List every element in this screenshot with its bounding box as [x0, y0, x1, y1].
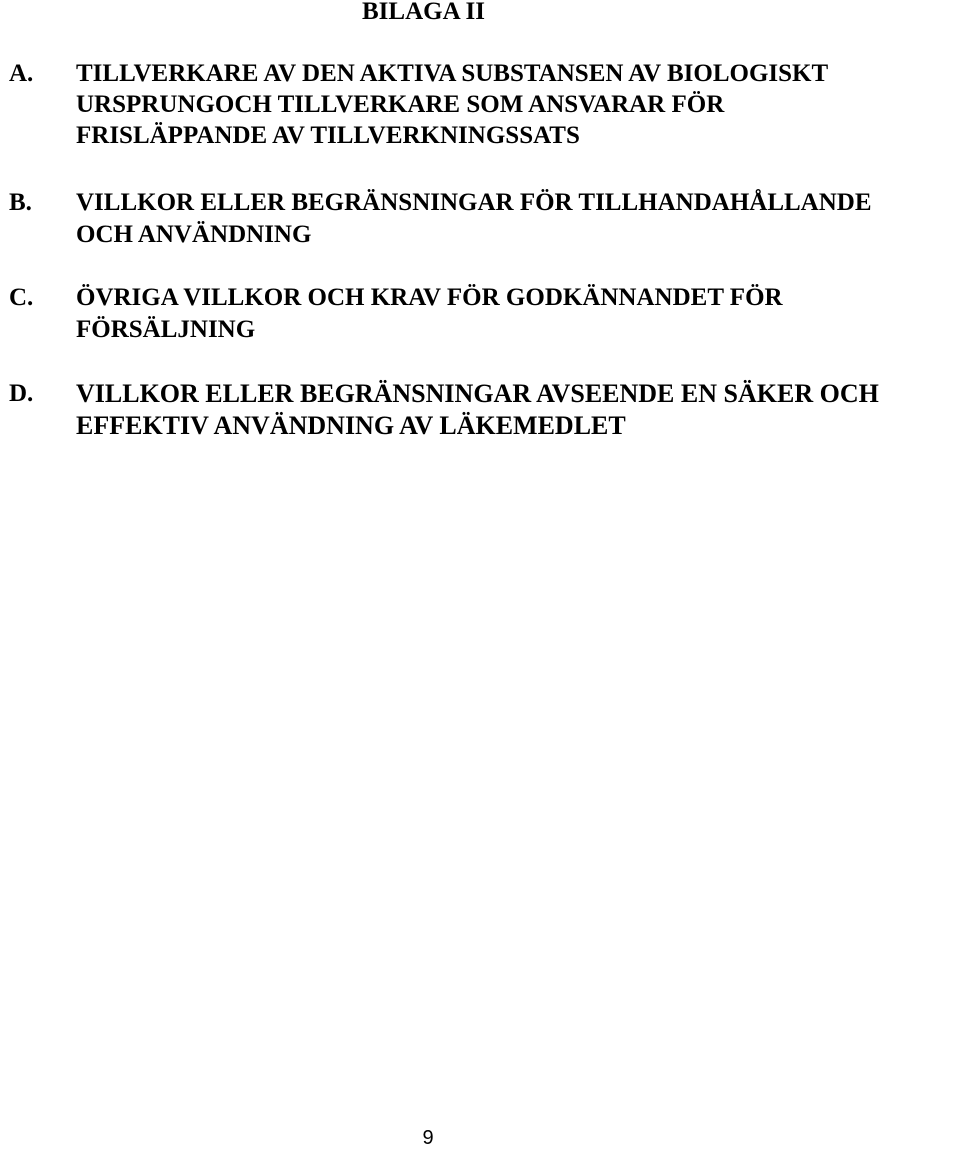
section-d [9, 378, 959, 442]
section-a-heading-line: TILLVERKARE AV DEN AKTIVA SUBSTANSEN AV BIOLOGISKT [76, 60, 829, 87]
section-d-heading [76, 378, 959, 442]
section-c-heading-line: ÖVRIGA VILLKOR OCH KRAV FÖR GODKÄNNANDET FÖR [76, 284, 783, 311]
section-d-heading-line: VILLKOR ELLER BEGRÄNSNINGAR AVSEENDE EN SÄKER OCH [76, 379, 879, 408]
section-b [9, 187, 959, 251]
section-b-heading-line: VILLKOR ELLER BEGRÄNSNINGAR FÖR TILLHANDAHÅLLANDE [76, 189, 872, 216]
section-a-heading-line: URSPRUNGOCH TILLVERKARE SOM ANSVARAR FÖR [76, 91, 725, 118]
section-d-heading-line: EFFEKTIV ANVÄNDNING AV LÄKEMEDLET [76, 411, 626, 440]
annex-title: BILAGA II [362, 0, 485, 25]
section-a [9, 58, 959, 151]
section-a-letter: A. [9, 60, 34, 87]
section-c-letter: C. [9, 284, 34, 311]
section-b-heading-line: OCH ANVÄNDNING [76, 221, 312, 248]
section-c [9, 282, 959, 346]
section-c-heading-line: FÖRSÄLJNING [76, 316, 256, 343]
section-d-letter: D. [9, 380, 34, 407]
section-a-heading-line: FRISLÄPPANDE AV TILLVERKNINGSSATS [76, 122, 580, 149]
page-number: 9 [422, 1127, 434, 1149]
section-a-heading [76, 58, 959, 151]
section-b-heading [76, 187, 959, 251]
section-c-heading [76, 282, 959, 346]
section-b-letter: B. [9, 189, 32, 216]
